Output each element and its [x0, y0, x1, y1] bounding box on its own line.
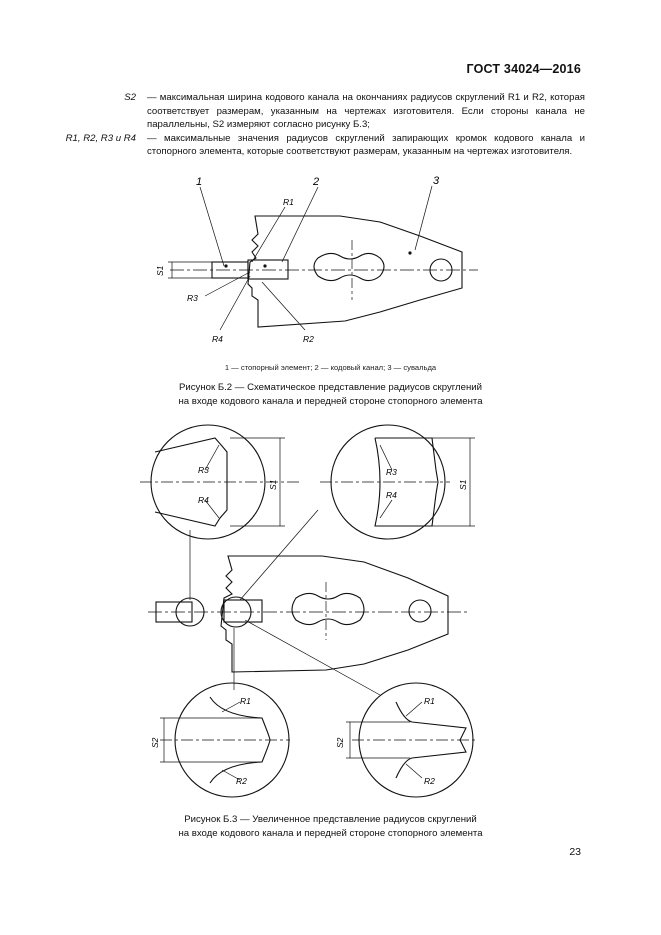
definition-text: — максимальная ширина кодового канала на окончаниях радиусов скруглений R1 и R2, которая соответствует размерам, указанным на чертежах изготовителя. Если стороны канала не параллельны, S2 измеряют согласно рисунку Б.3;	[147, 92, 585, 131]
caption-line: на входе кодового канала и передней стороне стопорного элемента	[178, 827, 483, 839]
b3-label-r1-right: R1	[424, 696, 435, 706]
b3-label-r3-left: R3	[198, 465, 209, 475]
b3-label-s2-right: S2	[335, 737, 345, 748]
lever-outline-b3	[221, 556, 448, 672]
b3-label-r1-left: R1	[240, 696, 251, 706]
label-r1: R1	[283, 197, 294, 207]
caption-line: на входе кодового канала и передней стороне стопорного элемента	[178, 395, 483, 407]
figure-b3-caption	[0, 813, 661, 840]
label-r4: R4	[212, 334, 223, 344]
figure-b2-caption	[0, 381, 661, 408]
code-channel	[248, 260, 288, 279]
label-r2: R2	[303, 334, 314, 344]
standard-header: ГОСТ 34024—2016	[466, 62, 581, 76]
b3-label-r2-left: R2	[236, 776, 247, 786]
definition-symbol: S2	[124, 92, 136, 103]
caption-line: Рисунок Б.2 — Схематическое представление радиусов скруглений	[179, 382, 482, 393]
label-r3: R3	[187, 293, 198, 303]
b3-label-s1-left: S1	[268, 479, 278, 490]
definition-text: — максимальные значения радиусов скруглений запирающих кромок кодового канала и стопорного элемента, которые соответствуют размерам, указанным на чертежах изготовителя.	[147, 132, 585, 158]
b3-label-s1-right: S1	[458, 479, 468, 490]
notch-shape	[314, 253, 384, 280]
definition-symbol: R1, R2, R3 и R4	[65, 132, 136, 144]
callout-1: 1	[196, 176, 203, 188]
callout-2: 2	[313, 176, 320, 188]
callout-3: 3	[433, 175, 440, 187]
b3-label-r4-right: R4	[386, 490, 397, 500]
caption-line: Рисунок Б.3 — Увеличенное представление радиусов скруглений	[184, 814, 477, 825]
b3-label-r2-right: R2	[424, 776, 435, 786]
label-s1: S1	[155, 265, 165, 276]
b3-label-r3-right: R3	[386, 467, 397, 477]
page-number: 23	[569, 846, 581, 858]
b3-label-r4-left: R4	[198, 495, 209, 505]
figure-b2-legend: 1 — стопорный элемент; 2 — кодовый канал; 3 — сувальда	[224, 363, 437, 372]
b3-label-s2-left: S2	[150, 737, 160, 748]
